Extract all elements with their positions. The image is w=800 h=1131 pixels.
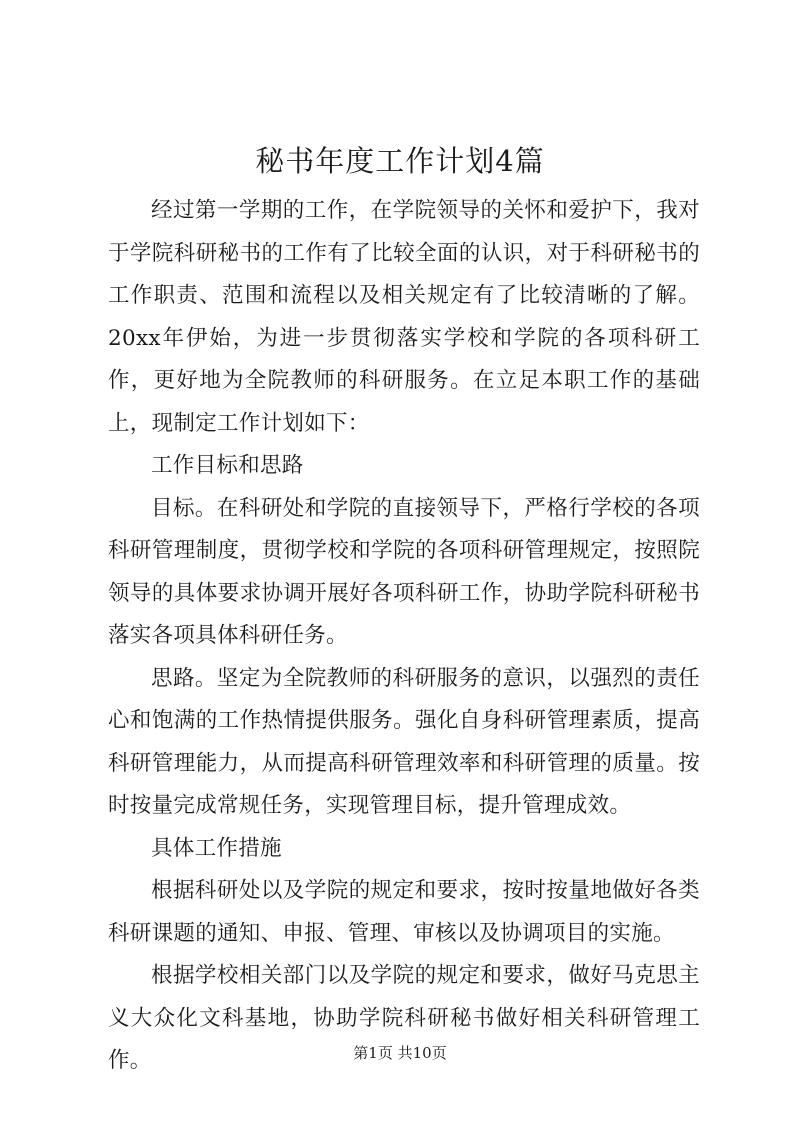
measure-paragraph-2: 根据学校相关部门以及学院的规定和要求，做好马克思主义大众化文科基地，协助学院科研秘书做好相关科研管理工作。 — [108, 963, 700, 1073]
section-heading-measures: 具体工作措施 — [151, 835, 282, 861]
measure-paragraph-1: 根据科研处以及学院的规定和要求，按时按量地做好各类科研课题的通知、申报、管理、审核以及协调项目的实施。 — [108, 878, 700, 946]
document-body — [108, 190, 700, 1083]
section-heading-goals: 工作目标和思路 — [151, 453, 304, 478]
approach-paragraph: 思路。坚定为全院教师的科研服务的意识，以强烈的责任心和饱满的工作热情提供服务。强化自身科研管理素质，提高科研管理能力，从而提高科研管理效率和科研管理的质量。按时按量完成常规任务，实现管理目标，提升管理成效。 — [108, 665, 700, 818]
document-title: 秘书年度工作计划4篇 — [255, 144, 545, 178]
page-footer: 第1页 共10页 — [353, 1044, 447, 1062]
goal-paragraph: 目标。在科研处和学院的直接领导下，严格行学校的各项科研管理制度，贯彻学校和学院的各项科研管理规定，按照院领导的具体要求协调开展好各项科研工作，协助学院科研秘书落实各项具体科研任务。 — [108, 495, 700, 648]
intro-paragraph: 经过第一学期的工作，在学院领导的关怀和爱护下，我对于学院科研秘书的工作有了比较全面的认识，对于科研秘书的工作职责、范围和流程以及相关规定有了比较清晰的了解。20xx年伊始，为进一步贯彻落实学校和学院的各项科研工作，更好地为全院教师的科研服务。在立足本职工作的基础上，现制定工作计划如下： — [108, 198, 700, 436]
